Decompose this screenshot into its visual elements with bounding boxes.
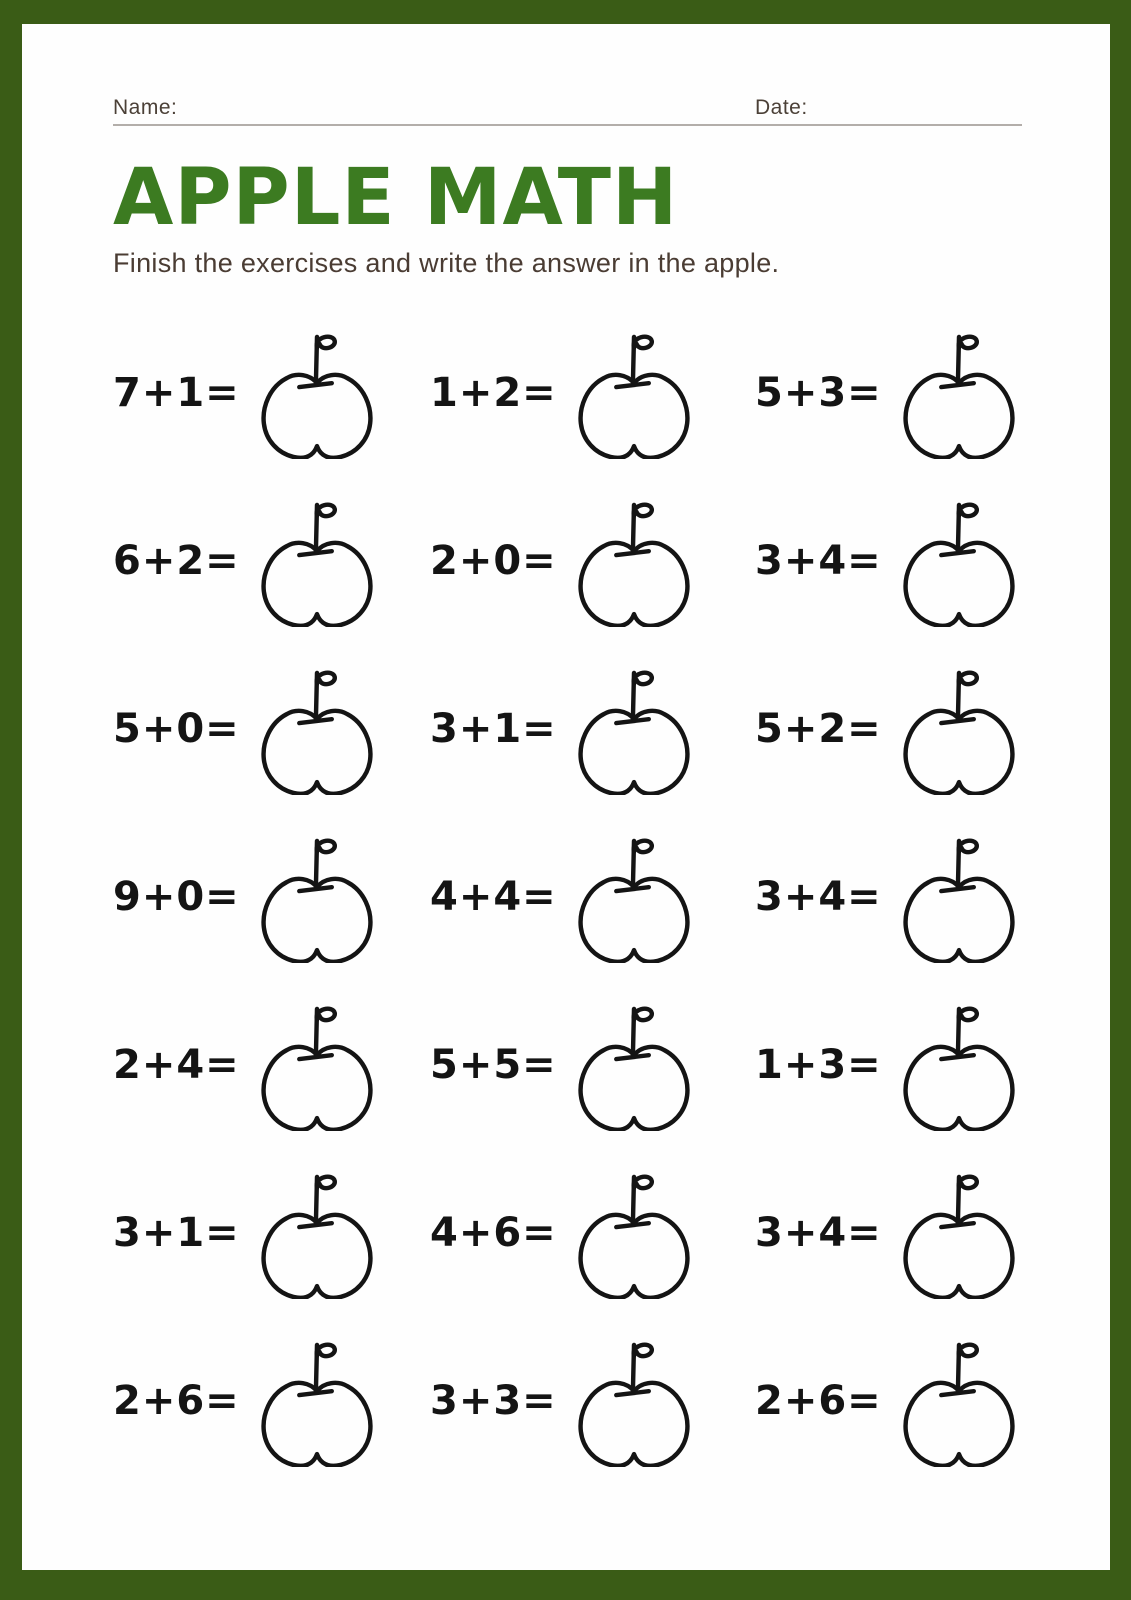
equation-label: 3+4= [755,538,882,585]
equation-label: 2+0= [430,538,557,585]
date-label: Date: [755,96,808,119]
equation-label: 3+1= [430,706,557,753]
exercise-cell [430,477,755,645]
apple-outline-icon [898,831,1020,963]
apple-outline-icon [573,1167,695,1299]
apple-answer-slot[interactable] [573,1335,695,1467]
exercise-cell [755,813,1043,981]
equation-label: 5+2= [755,706,882,753]
apple-outline-icon [256,999,378,1131]
apple-answer-slot[interactable] [256,495,378,627]
exercise-cell [430,645,755,813]
apple-answer-slot[interactable] [898,495,1020,627]
exercise-cell [430,1317,755,1485]
apple-answer-slot[interactable] [256,663,378,795]
exercise-cell [113,981,430,1149]
exercise-cell [113,1317,430,1485]
apple-outline-icon [256,663,378,795]
equation-label: 3+3= [430,1378,557,1425]
apple-answer-slot[interactable] [573,831,695,963]
apple-outline-icon [573,1335,695,1467]
apple-outline-icon [256,327,378,459]
equation-label: 3+4= [755,874,882,921]
equation-label: 2+4= [113,1042,240,1089]
exercise-cell [430,1149,755,1317]
exercise-cell [755,309,1043,477]
exercise-cell [113,309,430,477]
exercise-cell [755,477,1043,645]
header-divider [113,96,1022,126]
apple-outline-icon [573,831,695,963]
apple-outline-icon [898,495,1020,627]
apple-answer-slot[interactable] [898,1335,1020,1467]
apple-answer-slot[interactable] [898,327,1020,459]
exercise-cell [113,645,430,813]
apple-outline-icon [256,1335,378,1467]
exercise-cell [755,1317,1043,1485]
equation-label: 4+4= [430,874,557,921]
apple-outline-icon [898,663,1020,795]
apple-answer-slot[interactable] [898,831,1020,963]
equation-label: 2+6= [113,1378,240,1425]
apple-answer-slot[interactable] [256,1335,378,1467]
equation-label: 5+3= [755,370,882,417]
apple-answer-slot[interactable] [256,831,378,963]
apple-answer-slot[interactable] [898,1167,1020,1299]
apple-answer-slot[interactable] [256,999,378,1131]
apple-answer-slot[interactable] [573,495,695,627]
exercise-cell [755,1149,1043,1317]
apple-answer-slot[interactable] [573,1167,695,1299]
apple-answer-slot[interactable] [898,999,1020,1131]
apple-outline-icon [573,999,695,1131]
instructions-text: Finish the exercises and write the answer in the apple. [113,248,780,279]
exercise-cell [430,309,755,477]
page-title: APPLE MATH [113,153,679,243]
equation-label: 2+6= [755,1378,882,1425]
apple-outline-icon [573,495,695,627]
apple-answer-slot[interactable] [898,663,1020,795]
exercise-cell [755,645,1043,813]
equation-label: 7+1= [113,370,240,417]
equation-label: 5+5= [430,1042,557,1089]
equation-label: 9+0= [113,874,240,921]
apple-answer-slot[interactable] [573,999,695,1131]
apple-outline-icon [898,1335,1020,1467]
exercise-cell [113,813,430,981]
apple-answer-slot[interactable] [573,663,695,795]
apple-answer-slot[interactable] [256,1167,378,1299]
equation-label: 1+2= [430,370,557,417]
equation-label: 1+3= [755,1042,882,1089]
apple-outline-icon [256,495,378,627]
equation-label: 3+1= [113,1210,240,1257]
apple-outline-icon [573,327,695,459]
exercise-cell [113,477,430,645]
exercise-cell [755,981,1043,1149]
apple-outline-icon [898,999,1020,1131]
equation-label: 5+0= [113,706,240,753]
apple-answer-slot[interactable] [256,327,378,459]
exercise-grid [113,309,1043,1485]
equation-label: 3+4= [755,1210,882,1257]
apple-outline-icon [256,1167,378,1299]
apple-outline-icon [898,1167,1020,1299]
apple-outline-icon [256,831,378,963]
apple-outline-icon [573,663,695,795]
equation-label: 4+6= [430,1210,557,1257]
name-label: Name: [113,96,178,119]
apple-outline-icon [898,327,1020,459]
equation-label: 6+2= [113,538,240,585]
apple-answer-slot[interactable] [573,327,695,459]
exercise-cell [430,981,755,1149]
exercise-cell [430,813,755,981]
exercise-cell [113,1149,430,1317]
